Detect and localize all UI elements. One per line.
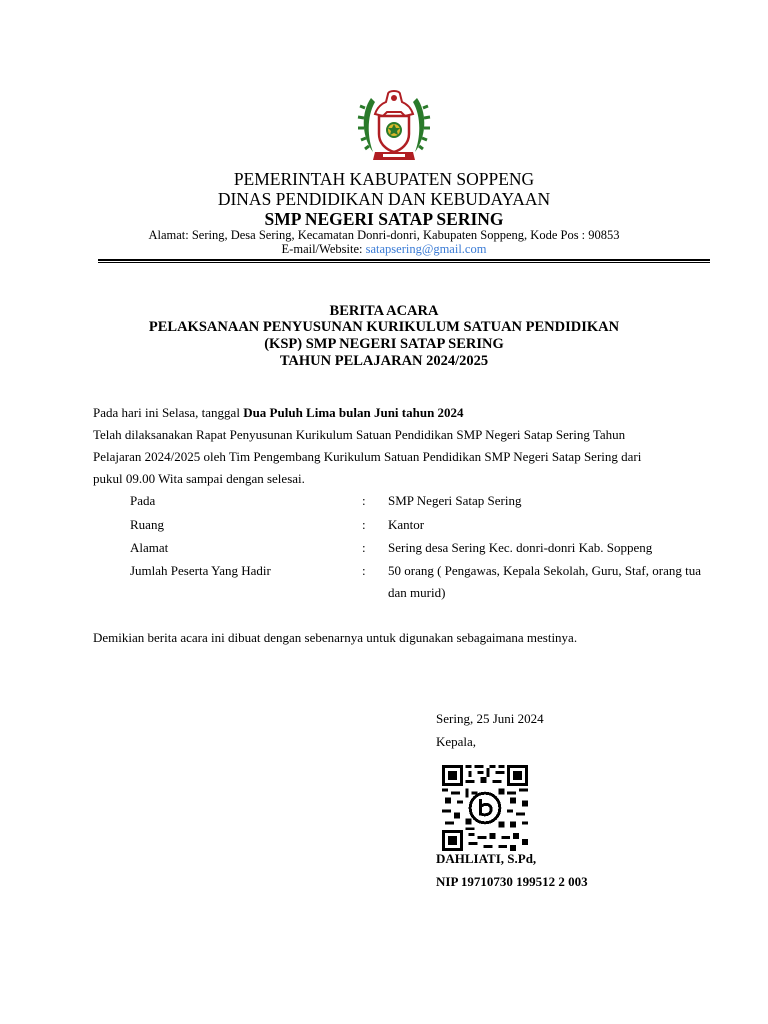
detail-value-place: SMP Negeri Satap Sering (388, 493, 522, 508)
opening-sentence (93, 402, 675, 424)
body-line-2: Pelajaran 2024/2025 oleh Tim Pengembang Kurikulum Satuan Pendidikan SMP Negeri Satap Sering dari (93, 449, 642, 464)
detail-label-room: Ruang (130, 517, 164, 532)
letterhead-government: PEMERINTAH KABUPATEN SOPPENG (233, 169, 535, 189)
letterhead-divider-thin (98, 262, 710, 263)
detail-colon: : (362, 493, 366, 508)
detail-colon: : (362, 540, 366, 555)
opening-date: Dua Puluh Lima bulan Juni tahun 2024 (243, 405, 464, 420)
detail-value-room: Kantor (388, 517, 425, 532)
letterhead-school-name: SMP NEGERI SATAP SERING (264, 209, 504, 229)
opening-prefix: Pada hari ini Selasa, tanggal (93, 405, 244, 420)
document-subtitle-2: (KSP) SMP NEGERI SATAP SERING (264, 336, 504, 352)
body-line-3: pukul 09.00 Wita sampai dengan selesai. (93, 471, 305, 486)
letterhead-email-line (0, 242, 768, 256)
signature-role: Kepala, (436, 734, 477, 749)
regency-coat-of-arms-logo (355, 90, 433, 164)
letterhead-address: Alamat: Sering, Desa Sering, Kecamatan Donri-donri, Kabupaten Soppeng, Kode Pos : 90853 (148, 228, 620, 242)
detail-label-place: Pada (130, 493, 156, 508)
document-subtitle-3: TAHUN PELAJARAN 2024/2025 (279, 353, 489, 369)
signature-place-date: Sering, 25 Juni 2024 (436, 711, 544, 726)
detail-value-participants: 50 orang ( Pengawas, Kepala Sekolah, Guru, Staf, orang tua (388, 563, 701, 578)
detail-value-address: Sering desa Sering Kec. donri-donri Kab. Soppeng (388, 540, 653, 555)
detail-label-participants: Jumlah Peserta Yang Hadir (130, 563, 271, 578)
detail-label-address: Alamat (130, 540, 169, 555)
detail-colon: : (362, 517, 366, 532)
document-subtitle-1: PELAKSANAAN PENYUSUNAN KURIKULUM SATUAN PENDIDIKAN (148, 319, 620, 335)
body-line-1: Telah dilaksanakan Rapat Penyusunan Kurikulum Satuan Pendidikan SMP Negeri Satap Sering Tahun (93, 427, 626, 442)
detail-colon: : (362, 563, 366, 578)
email-label: E-mail/Website: (281, 242, 366, 256)
signatory-name: DAHLIATI, S.Pd, (436, 851, 537, 866)
letterhead-department: DINAS PENDIDIKAN DAN KEBUDAYAAN (217, 189, 551, 209)
document-title: BERITA ACARA (329, 303, 439, 319)
email-link[interactable]: satapsering@gmail.com (365, 242, 487, 256)
qr-code-icon (442, 765, 528, 851)
signatory-nip: NIP 19710730 199512 2 003 (436, 874, 588, 889)
detail-value-participants-cont: dan murid) (388, 585, 446, 600)
letterhead-divider (98, 259, 710, 261)
closing-statement: Demikian berita acara ini dibuat dengan sebenarnya untuk digunakan sebagaimana mestinya. (93, 630, 578, 645)
